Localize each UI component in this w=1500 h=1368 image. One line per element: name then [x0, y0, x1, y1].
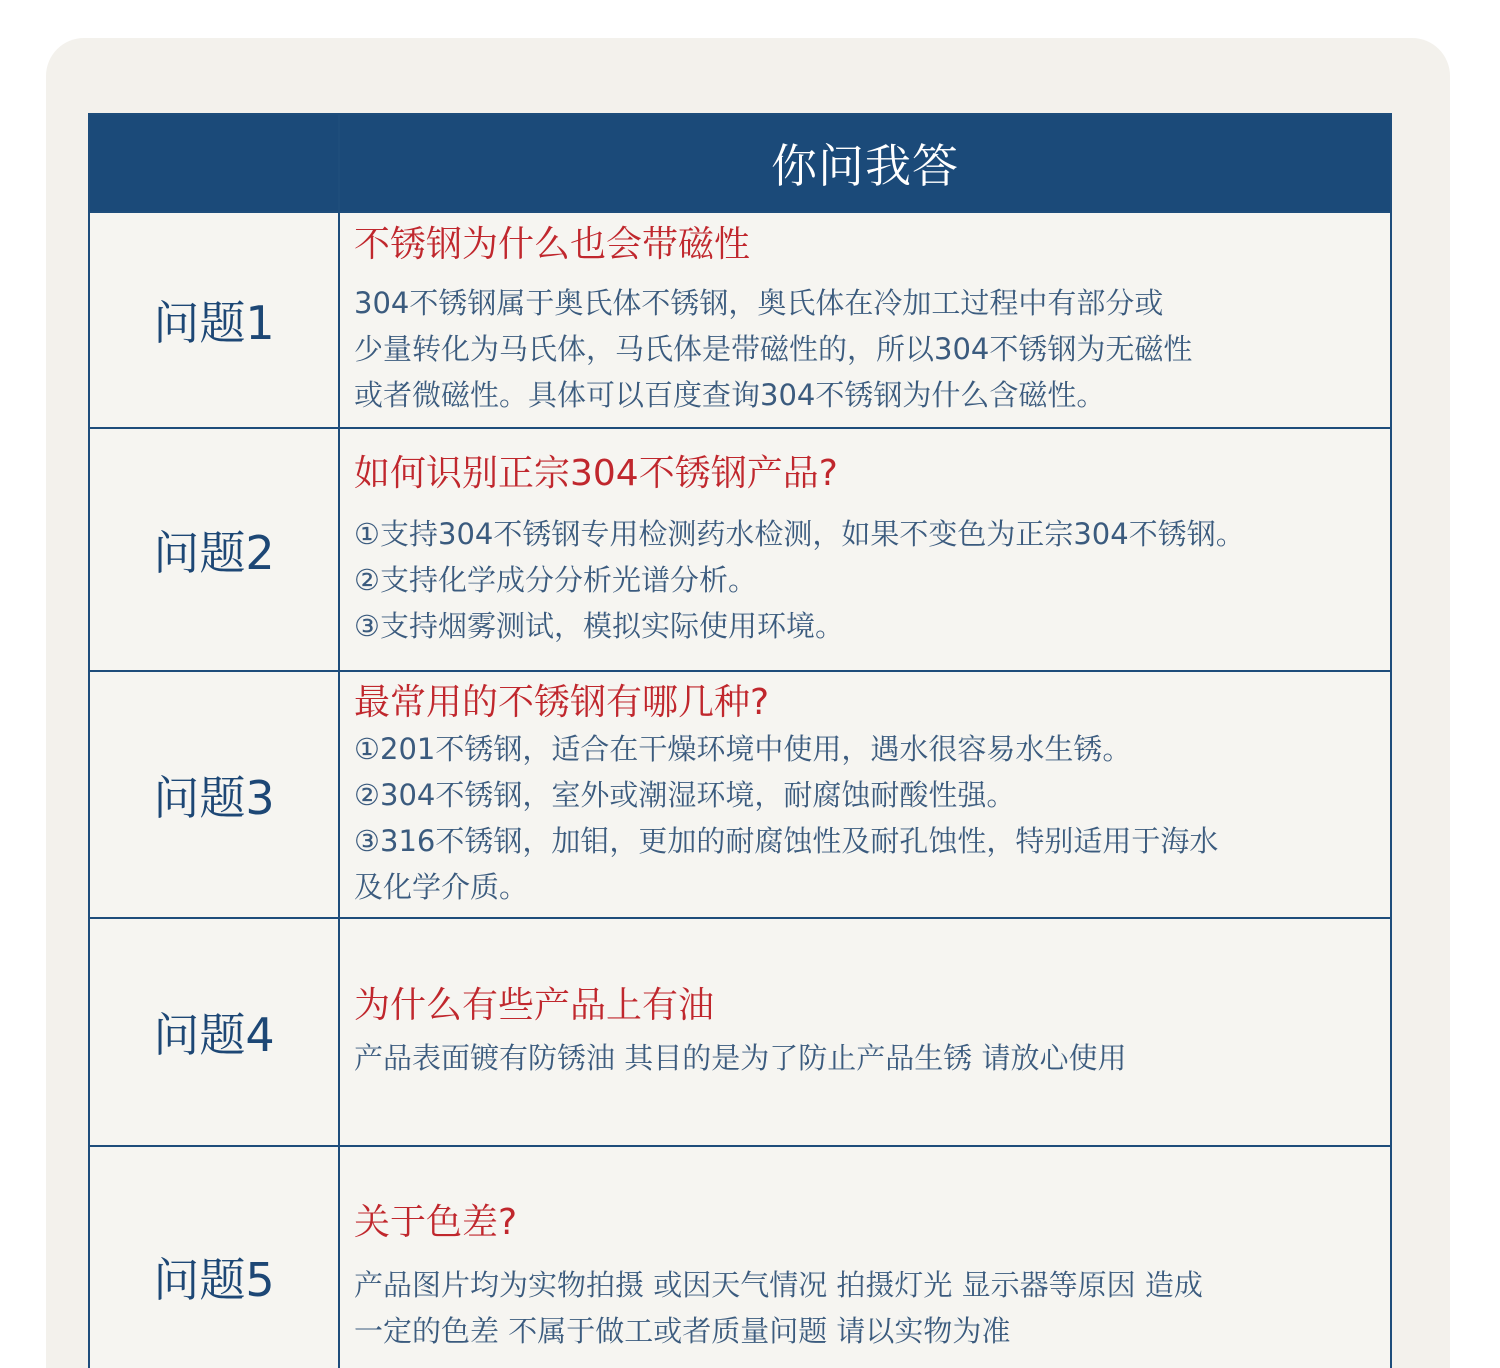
answer-cell	[339, 1146, 1391, 1368]
question-title: 为什么有些产品上有油	[354, 985, 715, 1026]
answer-text	[354, 280, 1380, 418]
answer-line: 产品表面镀有防锈油 其目的是为了防止产品生锈 请放心使用	[354, 1041, 1127, 1075]
answer-cell	[339, 428, 1391, 671]
question-title: 如何识别正宗304不锈钢产品?	[354, 452, 838, 494]
answer-cell	[339, 918, 1391, 1146]
page-title: 你问我答	[771, 139, 959, 193]
answer-cell	[339, 212, 1391, 428]
answer-line: ②304不锈钢，室外或潮湿环境，耐腐蚀耐酸性强。	[354, 777, 1016, 812]
answer-line: 产品图片均为实物拍摄 或因天气情况 拍摄灯光 显示器等原因 造成	[354, 1268, 1203, 1302]
answer-text	[354, 726, 1380, 910]
answer-line: ③316不锈钢，加钼，更加的耐腐蚀性及耐孔蚀性，特别适用于海水	[354, 823, 1219, 858]
answer-cell	[339, 671, 1391, 918]
answer-line: ①支持304不锈钢专用检测药水检测，如果不变色为正宗304不锈钢。	[354, 516, 1245, 551]
question-label: 问题1	[89, 212, 339, 428]
question-title: 不锈钢为什么也会带磁性	[354, 224, 751, 265]
question-title: 关于色差?	[354, 1202, 518, 1243]
question-label: 问题2	[89, 428, 339, 671]
answer-line: 少量转化为马氏体，马氏体是带磁性的，所以304不锈钢为无磁性	[354, 332, 1193, 366]
answer-line: 或者微磁性。具体可以百度查询304不锈钢为什么含磁性。	[354, 378, 1106, 412]
faq-table	[88, 113, 1392, 1368]
faq-row	[89, 918, 1391, 1146]
question-label: 问题4	[89, 918, 339, 1146]
answer-line: ③支持烟雾测试，模拟实际使用环境。	[354, 608, 844, 643]
answer-line: 304不锈钢属于奥氏体不锈钢，奥氏体在冷加工过程中有部分或	[354, 286, 1164, 320]
answer-line: ②支持化学成分分析光谱分析。	[354, 562, 757, 597]
answer-line: ①201不锈钢，适合在干燥环境中使用，遇水很容易水生锈。	[354, 731, 1132, 766]
question-title: 最常用的不锈钢有哪几种?	[354, 681, 770, 723]
faq-row	[89, 428, 1391, 671]
faq-row	[89, 212, 1391, 428]
answer-line: 及化学介质。	[354, 869, 529, 904]
answer-text	[354, 1035, 1380, 1081]
question-label: 问题5	[89, 1146, 339, 1368]
faq-row	[89, 1146, 1391, 1368]
table-header-row	[89, 114, 1391, 212]
header-blank-cell	[89, 114, 339, 212]
faq-row	[89, 671, 1391, 918]
header-title-cell	[339, 114, 1391, 212]
answer-line: 一定的色差 不属于做工或者质量问题 请以实物为准	[354, 1314, 1011, 1348]
question-label: 问题3	[89, 671, 339, 918]
answer-text	[354, 511, 1380, 649]
answer-text	[354, 1262, 1380, 1354]
